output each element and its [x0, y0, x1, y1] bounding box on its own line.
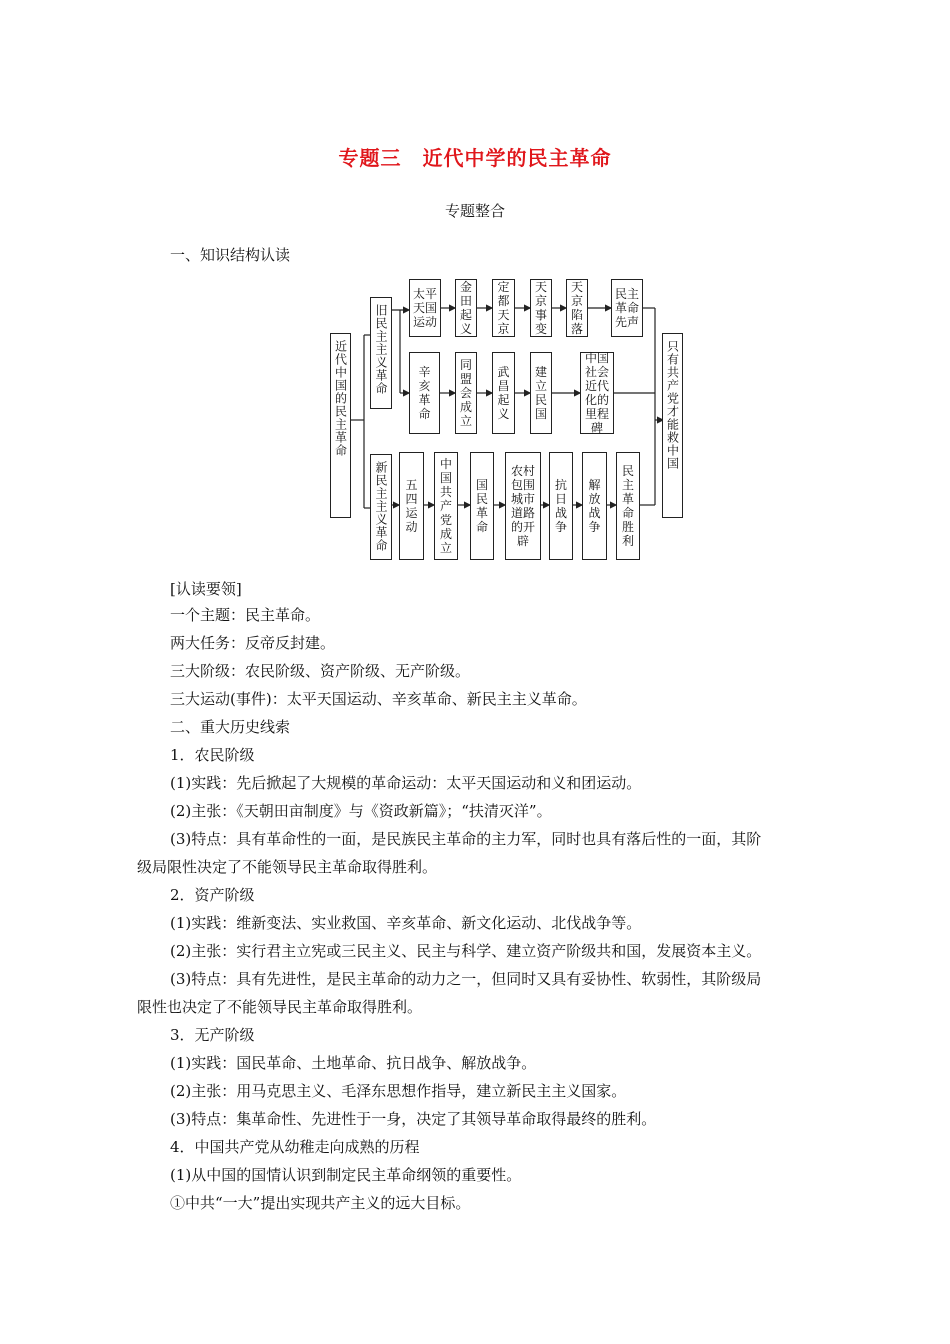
text-line: 级局限性决定了不能领导民主革命取得胜利。: [137, 858, 438, 876]
diagram-node-liberation-war: [582, 452, 607, 560]
diagram-node-pioneer: [611, 279, 643, 337]
diagram-node-revolution-victory: [616, 452, 640, 560]
text-line: 限性也决定了不能领导民主革命取得胜利。: [137, 998, 423, 1016]
text-line: (3)特点：集革命性、先进性于一身，决定了其领导革命取得最终的胜利。: [170, 1110, 657, 1128]
subheading-bourgeois-class: 2．资产阶级: [170, 886, 255, 904]
diagram-node-republic: [530, 352, 552, 434]
text-line: (1)实践：先后掀起了大规模的革命运动：太平天国运动和义和团运动。: [170, 774, 642, 792]
text-line: (3)特点：具有革命性的一面，是民族民主革命的主力军，同时也具有落后性的一面，其阶: [170, 830, 762, 848]
text-line: 三大运动(事件)：太平天国运动、辛亥革命、新民主主义革命。: [170, 690, 587, 708]
subheading-peasant-class: 1．农民阶级: [170, 746, 255, 764]
node-label: 金田起义: [459, 280, 472, 336]
diagram-node-tianjing-incident: [530, 279, 552, 337]
diagram-node-may-fourth: [399, 452, 424, 560]
diagram-node-rural-encirclement: [505, 452, 541, 560]
text-line: 三大阶级：农民阶级、资产阶级、无产阶级。: [170, 662, 471, 680]
diagram-root-label: 近代中国的民主革命: [333, 340, 348, 457]
node-label: 建立民国: [534, 365, 547, 421]
node-label: 辛亥革命: [418, 365, 431, 421]
page-subtitle: 专题整合: [444, 202, 505, 220]
node-label: 解放战争: [588, 478, 601, 534]
subheading-proletariat: 3．无产阶级: [170, 1026, 255, 1044]
diagram-new-democratic-box: [370, 454, 392, 560]
section-heading-history-clues: 二、重大历史线索: [170, 718, 291, 736]
text-line: (2)主张：用马克思主义、毛泽东思想作指导，建立新民主主义国家。: [170, 1082, 627, 1100]
text-line: (1)从中国的国情认识到制定民主革命纲领的重要性。: [170, 1166, 522, 1184]
text-line: 两大任务：反帝反封建。: [170, 634, 336, 652]
text-line: (2)主张：《天朝田亩制度》与《资政新篇》；“扶清灭洋”。: [170, 802, 552, 820]
diagram-node-taiping: [409, 279, 441, 337]
section-heading-knowledge-structure: 一、知识结构认读: [170, 246, 291, 264]
text-line: 一个主题：民主革命。: [170, 606, 321, 624]
diagram-result-box: [662, 333, 683, 518]
text-line: (1)实践：维新变法、实业救国、辛亥革命、新文化运动、北伐战争等。: [170, 914, 642, 932]
diagram-node-milestone: [580, 352, 614, 434]
diagram-root-box: [330, 333, 351, 518]
node-label: 民主革命胜利: [621, 464, 634, 548]
text-line: (3)特点：具有先进性，是民主革命的动力之一，但同时又具有妥协性、软弱性，其阶级局: [170, 970, 762, 988]
diagram-node-tianjing-fall: [566, 279, 588, 337]
diagram-old-democratic-box: [370, 297, 392, 409]
text-line: (1)实践：国民革命、土地革命、抗日战争、解放战争。: [170, 1054, 537, 1072]
node-label: 国民革命: [475, 478, 488, 534]
subheading-cpc-history: 4．中国共产党从幼稚走向成熟的历程: [170, 1138, 420, 1156]
node-label: 民主革命先声: [614, 287, 639, 329]
diagram-node-tianjing: [492, 279, 515, 337]
diagram-node-jintian: [455, 279, 477, 337]
node-label: 同盟会成立: [459, 358, 472, 428]
node-label: 抗日战争: [554, 478, 567, 534]
node-label: 武昌起义: [497, 365, 510, 421]
diagram-node-xinhai: [409, 352, 440, 434]
diagram-new-label: 新民主主义革命: [374, 461, 388, 552]
node-label: 农村包围城市道路的开辟: [510, 464, 535, 548]
diagram-result-label: 只有共产党才能救中国: [665, 340, 680, 470]
node-label: 定都天京: [497, 280, 510, 336]
node-label: 中国共产党成立: [439, 457, 452, 555]
diagram-node-wuchang: [492, 352, 515, 434]
diagram-node-anti-japanese-war: [549, 452, 573, 560]
page-title: 专题三 近代中学的民主革命: [338, 146, 612, 170]
node-label: 天京陷落: [570, 280, 583, 336]
diagram-node-cpc-founded: [434, 452, 458, 560]
diagram-node-national-revolution: [470, 452, 494, 560]
node-label: 天京事变: [534, 280, 547, 336]
node-label: 太平天国运动: [412, 287, 437, 329]
node-label: 五四运动: [405, 478, 418, 534]
node-label: 中国社会近代化的里程碑: [584, 351, 609, 435]
reading-points-heading: [认读要领]: [170, 580, 242, 598]
diagram-node-tongmenghui: [455, 352, 477, 434]
text-line: ①中共“一大”提出实现共产主义的远大目标。: [170, 1194, 471, 1212]
diagram-old-label: 旧民主主义革命: [374, 304, 388, 395]
text-line: (2)主张：实行君主立宪或三民主义、民主与科学、建立资产阶级共和国，发展资本主义。: [170, 942, 762, 960]
